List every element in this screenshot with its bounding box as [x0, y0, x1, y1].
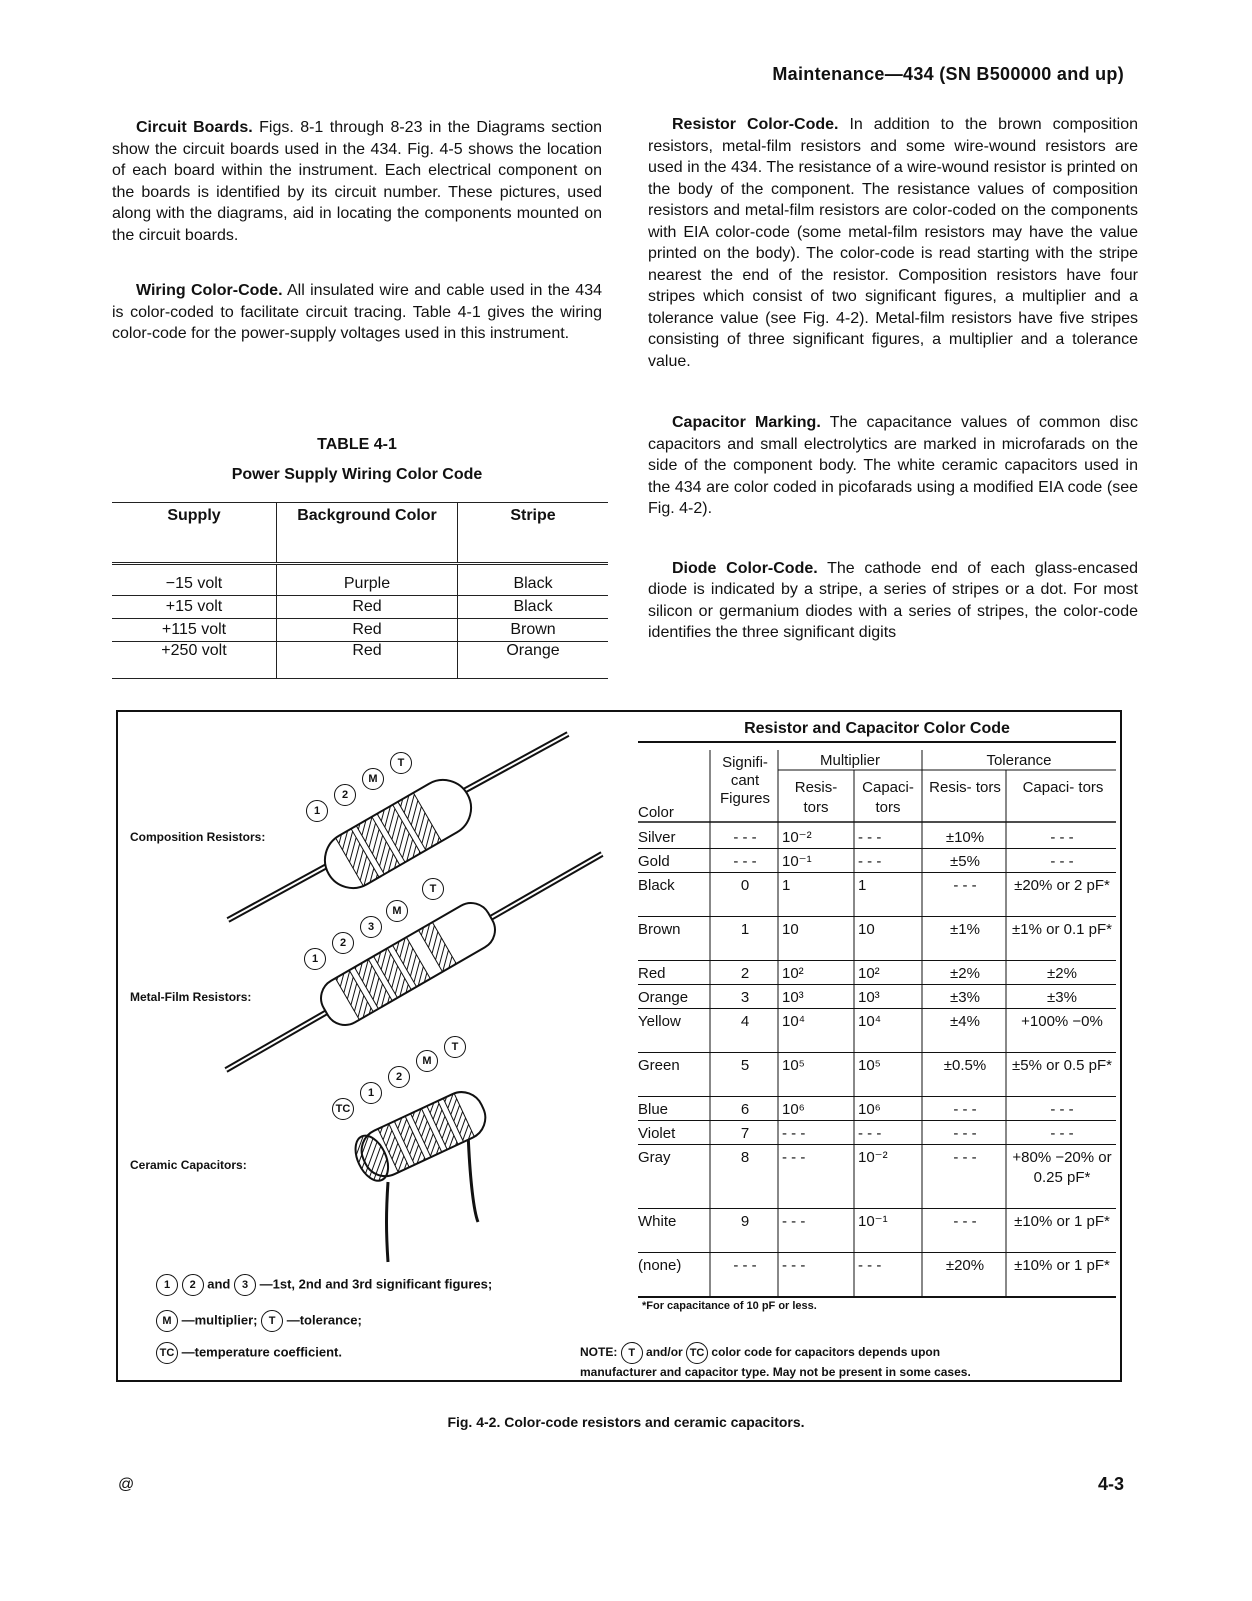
- table-cell: ±20%: [945, 1257, 985, 1274]
- table-cell: Orange: [458, 642, 609, 679]
- table-cell: Orange: [638, 989, 689, 1006]
- table-cell: Black: [458, 564, 609, 596]
- marker-m: M: [362, 768, 384, 790]
- table-cell: Black: [458, 596, 609, 619]
- circuit-boards-text: Figs. 8-1 through 8-23 in the Diagrams section show the circuit boards used in the 434. Fig. 4-5 shows the location of each board within the instrument. Each electrical component on the boards is identified by its circuit number. These pictures, used along with the diagrams, aid in locating the components mounted on the circuit boards.: [112, 119, 603, 244]
- resistor-text: In addition to the brown composition resistors, metal-film resistors and some wire-wound resistors are used in the 434. The resistance of a wire-wound resistor is printed on the body of the component. The resistance values of composition resistors and metal-film resistors are color-coded on the components with EIA color-code (some metal-film resistors may have the value printed on the body). The color-code is read starting with the stripe nearest the end of the resistor. Composition resistors have four stripes which consist of two significant figures, a multiplier and a tolerance value (see Fig. 4-2). Metal-film resistors have five stripes consisting of three significant figures, a multiplier and a tolerance value.: [648, 116, 1139, 370]
- marker-t: T: [390, 752, 412, 774]
- table-cell: −15 volt: [112, 564, 277, 596]
- table-cell: 10⁻¹: [782, 853, 812, 870]
- header-significant: Signifi- cant Figures: [719, 754, 771, 807]
- table-cell: - - -: [1050, 1101, 1074, 1118]
- header-color: Color: [638, 804, 674, 821]
- header-multiplier: Multiplier: [819, 752, 880, 769]
- table-cell: 10³: [782, 989, 804, 1006]
- table-cell: 0: [740, 877, 750, 894]
- table-cell: +100% −0%: [1021, 1013, 1103, 1030]
- table-cell: 7: [740, 1125, 750, 1142]
- left-column: [112, 117, 602, 345]
- table-cell: ±5% or 0.5 pF*: [1012, 1057, 1112, 1074]
- resistor-heading: Resistor Color-Code.: [672, 116, 839, 133]
- color-code-table-title: Resistor and Capacitor Color Code: [744, 720, 1010, 737]
- table-4-1-subtitle: Power Supply Wiring Color Code: [231, 466, 483, 483]
- marker-1: 1: [304, 948, 326, 970]
- table-cell: Brown: [638, 921, 681, 938]
- table-cell: ±20% or 2 pF*: [1014, 877, 1110, 894]
- table-row: [638, 848, 1116, 849]
- table-cell: +80% −20% or 0.25 pF*: [1012, 1149, 1112, 1186]
- table-cell: 1: [740, 921, 750, 938]
- table-cell: - - -: [953, 1213, 977, 1230]
- legend-tol-text: —tolerance;: [286, 1312, 362, 1328]
- table-4-1-title: TABLE 4-1: [317, 436, 397, 453]
- table-cell: - - -: [858, 853, 882, 870]
- table-cell: 10⁶: [858, 1101, 881, 1118]
- table-row: [638, 1208, 1116, 1209]
- table-cell: 10³: [858, 989, 880, 1006]
- table-cell: ±3%: [950, 989, 980, 1006]
- marker-tc: TC: [332, 1098, 354, 1120]
- table-cell: 10²: [782, 965, 804, 982]
- marker-tc: TC: [156, 1342, 178, 1364]
- table-cell: - - -: [1050, 829, 1074, 846]
- footnote: *For capacitance of 10 pF or less.: [642, 1300, 817, 1312]
- note-text-2: manufacturer and capacitor type. May not be present in some cases.: [580, 1365, 971, 1379]
- header-tol-resistors: Resis- tors: [929, 779, 1001, 796]
- wiring-heading: Wiring Color-Code.: [136, 282, 283, 299]
- table-cell: 1: [858, 877, 867, 894]
- table-cell: 10²: [858, 965, 880, 982]
- table-cell: ±2%: [950, 965, 980, 982]
- capacitor-paragraph: [648, 412, 1138, 520]
- table-row: [112, 642, 608, 679]
- table-cell: ±2%: [1047, 965, 1077, 982]
- composition-label: Composition Resistors:: [130, 830, 266, 844]
- table-row: [638, 984, 1116, 985]
- header-mult-resistors: Resis- tors: [794, 779, 838, 816]
- table-cell: - - -: [733, 853, 757, 870]
- table-cell: 2: [740, 965, 750, 982]
- table-row: [638, 1296, 1116, 1297]
- table-row: [638, 872, 1116, 873]
- table-cell: - - -: [782, 1257, 806, 1274]
- table-cell: - - -: [782, 1213, 806, 1230]
- marker-2: 2: [332, 932, 354, 954]
- diode-heading: Diode Color-Code.: [672, 559, 818, 577]
- table-cell: 3: [740, 989, 750, 1006]
- capacitor-text: The capacitance values of common disc capacitors and small electrolytics are marked in microfarads on the side of the component body. The white ceramic capacitors used in the 434 are color coded in picofarads using a modified EIA code (see Fig. 4-2).: [648, 414, 1139, 517]
- ceramic-capacitor-drawing: [349, 1085, 493, 1262]
- resistor-paragraph: [648, 114, 1138, 372]
- table-cell: +115 volt: [112, 619, 277, 642]
- marker-1: 1: [306, 800, 328, 822]
- table-cell: 8: [740, 1149, 750, 1166]
- table-cell: ±1% or 0.1 pF*: [1012, 921, 1112, 938]
- marker-tc: TC: [686, 1342, 708, 1364]
- footer-symbol: @: [118, 1476, 135, 1493]
- table-cell: Red: [277, 642, 458, 679]
- table-row: [112, 596, 608, 619]
- marker-3: 3: [360, 916, 382, 938]
- table-cell: ±5%: [950, 853, 980, 870]
- note-and-or: and/or: [646, 1345, 683, 1360]
- table-cell: Purple: [277, 564, 458, 596]
- table-header-background: Background Color: [277, 503, 458, 564]
- table-cell: ±10% or 1 pF*: [1014, 1257, 1110, 1274]
- metal-film-label: Metal-Film Resistors:: [130, 990, 252, 1004]
- table-cell: ±3%: [1047, 989, 1077, 1006]
- table-cell: (none): [638, 1257, 682, 1274]
- legend-sig-text: —1st, 2nd and 3rd significant figures;: [259, 1276, 493, 1292]
- table-row: [112, 564, 608, 596]
- table-cell: Black: [638, 877, 675, 894]
- marker-t: T: [621, 1342, 643, 1364]
- page-number: 4-3: [1097, 1474, 1124, 1494]
- marker-m: M: [386, 900, 408, 922]
- table-row: [638, 1052, 1116, 1053]
- table-cell: 5: [740, 1057, 750, 1074]
- table-cell: - - -: [953, 1149, 977, 1166]
- table-cell: 10⁴: [858, 1013, 882, 1030]
- table-cell: ±1%: [950, 921, 980, 938]
- legend-multiplier: [156, 1310, 362, 1332]
- capacitor-heading: Capacitor Marking.: [672, 414, 821, 431]
- legend-temp: [156, 1342, 342, 1364]
- table-cell: 10⁻²: [858, 1149, 888, 1166]
- table-cell: 10⁴: [782, 1013, 806, 1030]
- page-header: Maintenance—434 (SN B500000 and up): [772, 64, 1124, 84]
- table-row: [638, 1096, 1116, 1097]
- legend-significant: [156, 1274, 492, 1296]
- ceramic-label: Ceramic Capacitors:: [130, 1158, 247, 1172]
- table-cell: - - -: [782, 1149, 806, 1166]
- table-cell: 10⁵: [858, 1057, 881, 1074]
- marker-t: T: [444, 1036, 466, 1058]
- marker-m: M: [416, 1050, 438, 1072]
- table-cell: Red: [277, 619, 458, 642]
- marker-m: M: [156, 1310, 178, 1332]
- marker-1: 1: [360, 1082, 382, 1104]
- table-cell: Green: [638, 1057, 680, 1074]
- marker-3: 3: [234, 1274, 256, 1296]
- table-cell: White: [638, 1213, 677, 1230]
- legend-temp-text: —temperature coefficient.: [181, 1344, 342, 1360]
- marker-t: T: [261, 1310, 283, 1332]
- right-column: [648, 114, 1138, 644]
- metal-film-resistor-drawing: [226, 854, 602, 1070]
- table-cell: +15 volt: [112, 596, 277, 619]
- circuit-boards-heading: Circuit Boards.: [136, 119, 253, 136]
- table-cell: Red: [638, 965, 666, 982]
- table-cell: ±10% or 1 pF*: [1014, 1213, 1110, 1230]
- circuit-boards-paragraph: [112, 117, 602, 246]
- table-cell: ±0.5%: [943, 1057, 987, 1074]
- marker-2: 2: [182, 1274, 204, 1296]
- wiring-paragraph: [112, 280, 602, 345]
- figure-caption: Fig. 4-2. Color-code resistors and ceramic capacitors.: [447, 1414, 805, 1430]
- marker-2: 2: [388, 1066, 410, 1088]
- table-row: [638, 1008, 1116, 1009]
- marker-1: 1: [156, 1274, 178, 1296]
- table-row: [638, 916, 1116, 917]
- table-cell: - - -: [953, 1101, 977, 1118]
- table-cell: - - -: [733, 1257, 757, 1274]
- table-row: [638, 1120, 1116, 1121]
- table-cell: - - -: [953, 877, 977, 894]
- legend-and: and: [207, 1276, 231, 1292]
- table-cell: 1: [782, 877, 791, 894]
- table-row: [638, 960, 1116, 961]
- table-cell: - - -: [858, 829, 882, 846]
- table-cell: - - -: [858, 1257, 882, 1274]
- table-cell: ±4%: [950, 1013, 980, 1030]
- header-mult-capacitors: Capaci- tors: [862, 779, 914, 816]
- diode-paragraph: [648, 558, 1138, 644]
- table-cell: Silver: [638, 829, 676, 846]
- table-header-supply: Supply: [112, 503, 277, 564]
- table-cell: Red: [277, 596, 458, 619]
- table-cell: 4: [740, 1013, 750, 1030]
- table-cell: Violet: [638, 1125, 676, 1142]
- table-cell: 10: [782, 921, 799, 938]
- table-row: [638, 1252, 1116, 1253]
- table-cell: Gold: [638, 853, 670, 870]
- header-tol-capacitors: Capaci- tors: [1022, 779, 1104, 796]
- table-cell: - - -: [782, 1125, 806, 1142]
- table-cell: - - -: [858, 1125, 882, 1142]
- table-cell: 9: [740, 1213, 750, 1230]
- table-cell: Blue: [638, 1101, 669, 1118]
- diode-text: The cathode end of each glass-encased diode is indicated by a stripe, a series of stripes or a dot. For most silicon or germanium diodes with a series of stripes, the color-code identifies the three significant digits: [648, 559, 1139, 641]
- wiring-text: All insulated wire and cable used in the 434 is color-coded to facilitate circuit tracing. Table 4-1 gives the wiring color-code for the power-supply voltages used in this instrument.: [112, 282, 602, 342]
- table-cell: 10⁶: [782, 1101, 805, 1118]
- table-cell: Gray: [638, 1149, 671, 1166]
- table-row: [638, 1144, 1116, 1145]
- table-cell: - - -: [1050, 853, 1074, 870]
- power-supply-table: [112, 502, 608, 679]
- note: [580, 1342, 971, 1381]
- note-prefix: NOTE:: [580, 1345, 618, 1360]
- header-tolerance: Tolerance: [986, 752, 1052, 769]
- table-cell: Brown: [458, 619, 609, 642]
- note-text-1: color code for capacitors depends upon: [711, 1345, 941, 1360]
- table-cell: 10: [858, 921, 875, 938]
- marker-t: T: [422, 878, 444, 900]
- legend-mult-text: —multiplier;: [181, 1312, 258, 1328]
- table-cell: +250 volt: [112, 642, 277, 679]
- table-header-stripe: Stripe: [458, 503, 609, 564]
- table-cell: 10⁻²: [782, 829, 812, 846]
- figure-4-2: [116, 710, 1122, 1382]
- table-cell: - - -: [953, 1125, 977, 1142]
- table-cell: 6: [740, 1101, 750, 1118]
- table-row: [112, 619, 608, 642]
- table-cell: 10⁵: [782, 1057, 805, 1074]
- table-cell: 10⁻¹: [858, 1213, 888, 1230]
- marker-2: 2: [334, 784, 356, 806]
- table-cell: Yellow: [638, 1013, 681, 1030]
- table-cell: ±10%: [945, 829, 985, 846]
- table-cell: - - -: [733, 829, 757, 846]
- table-cell: - - -: [1050, 1125, 1074, 1142]
